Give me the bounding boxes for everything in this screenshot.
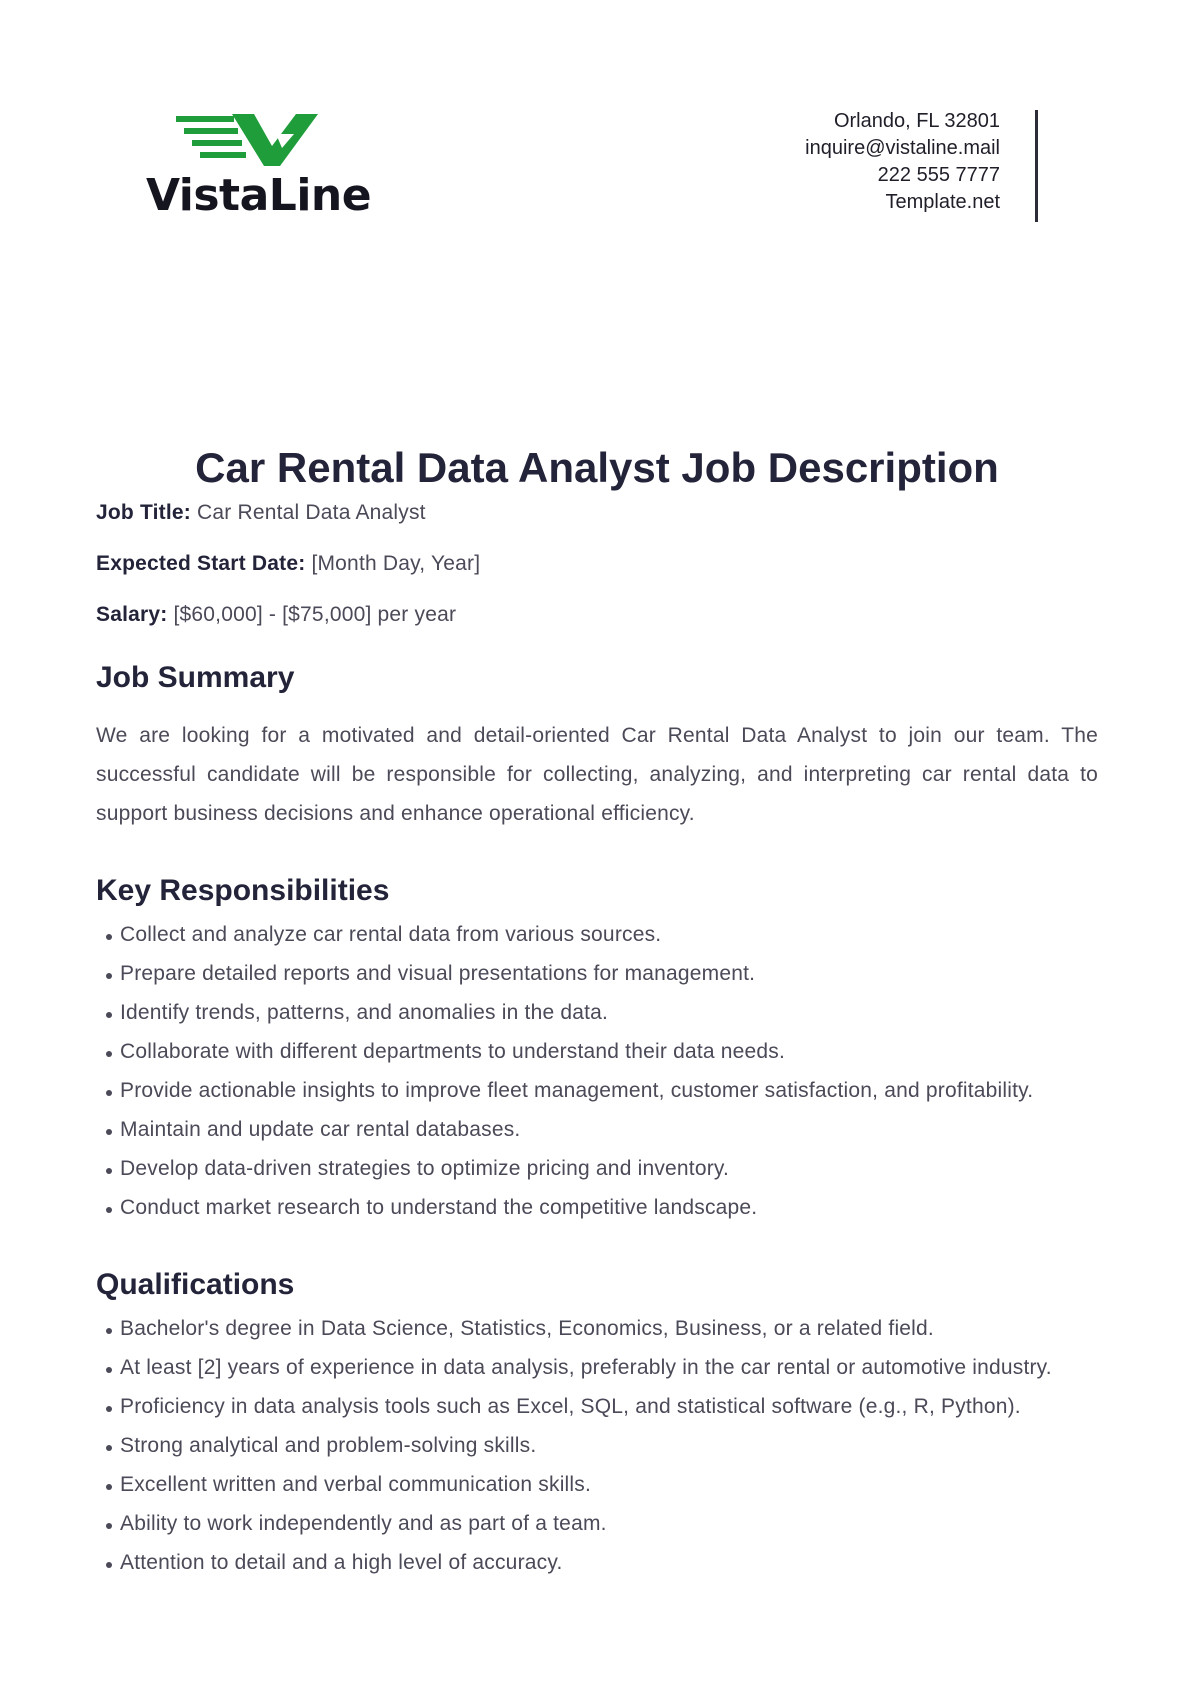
salary-field	[96, 600, 1098, 630]
list-item: Provide actionable insights to improve fleet management, customer satisfaction, and profitability.	[120, 1071, 1072, 1110]
salary-label: Salary:	[96, 603, 168, 626]
list-item: Collaborate with different departments to understand their data needs.	[120, 1032, 1072, 1071]
key-responsibilities-heading: Key Responsibilities	[96, 874, 390, 907]
logo-wordmark: VistaLine	[146, 170, 372, 221]
contact-info	[805, 108, 1000, 216]
list-item: Ability to work independently and as part of a team.	[120, 1504, 1072, 1543]
salary-value: [$60,000] - [$75,000] per year	[173, 603, 457, 626]
list-item: Attention to detail and a high level of accuracy.	[120, 1543, 1072, 1582]
contact-divider	[1035, 110, 1038, 222]
job-title-label: Job Title:	[96, 501, 191, 524]
start-date-label: Expected Start Date:	[96, 552, 306, 575]
list-item: Bachelor's degree in Data Science, Statistics, Economics, Business, or a related field.	[120, 1309, 1072, 1348]
list-item: Collect and analyze car rental data from various sources.	[120, 915, 1072, 954]
start-date-value: [Month Day, Year]	[311, 552, 481, 575]
qualifications-list	[96, 1309, 1072, 1582]
responsibilities-list	[96, 915, 1072, 1227]
list-item: Excellent written and verbal communication skills.	[120, 1465, 1072, 1504]
list-item: Proficiency in data analysis tools such as Excel, SQL, and statistical software (e.g., R, Python).	[120, 1387, 1072, 1426]
job-title-value: Car Rental Data Analyst	[197, 501, 426, 524]
qualifications-heading: Qualifications	[96, 1268, 295, 1301]
contact-phone: 222 555 7777	[877, 164, 1000, 186]
list-item: Develop data-driven strategies to optimize pricing and inventory.	[120, 1149, 1072, 1188]
list-item: Conduct market research to understand the competitive landscape.	[120, 1188, 1072, 1227]
company-logo	[146, 112, 372, 222]
job-summary-heading: Job Summary	[96, 661, 295, 694]
contact-website[interactable]: Template.net	[885, 191, 1000, 213]
contact-email[interactable]: inquire@vistaline.mail	[805, 137, 1000, 159]
list-item: Identify trends, patterns, and anomalies in the data.	[120, 993, 1072, 1032]
list-item: Maintain and update car rental databases.	[120, 1110, 1072, 1149]
document-body	[96, 438, 1098, 1582]
job-summary-text: We are looking for a motivated and detail-oriented Car Rental Data Analyst to join our team. The successful candidate will be responsible for collecting, analyzing, and interpreting car rental data to support business decisions and enhance operational efficiency.	[96, 724, 1098, 825]
list-item: Strong analytical and problem-solving skills.	[120, 1426, 1072, 1465]
list-item: Prepare detailed reports and visual presentations for management.	[120, 954, 1072, 993]
list-item: At least [2] years of experience in data analysis, preferably in the car rental or automotive industry.	[120, 1348, 1072, 1387]
job-title-field	[96, 498, 1098, 528]
vistaline-logo-icon	[176, 112, 326, 166]
start-date-field	[96, 549, 1098, 579]
document-title: Car Rental Data Analyst Job Description	[195, 444, 999, 491]
contact-address: Orlando, FL 32801	[833, 110, 1000, 132]
